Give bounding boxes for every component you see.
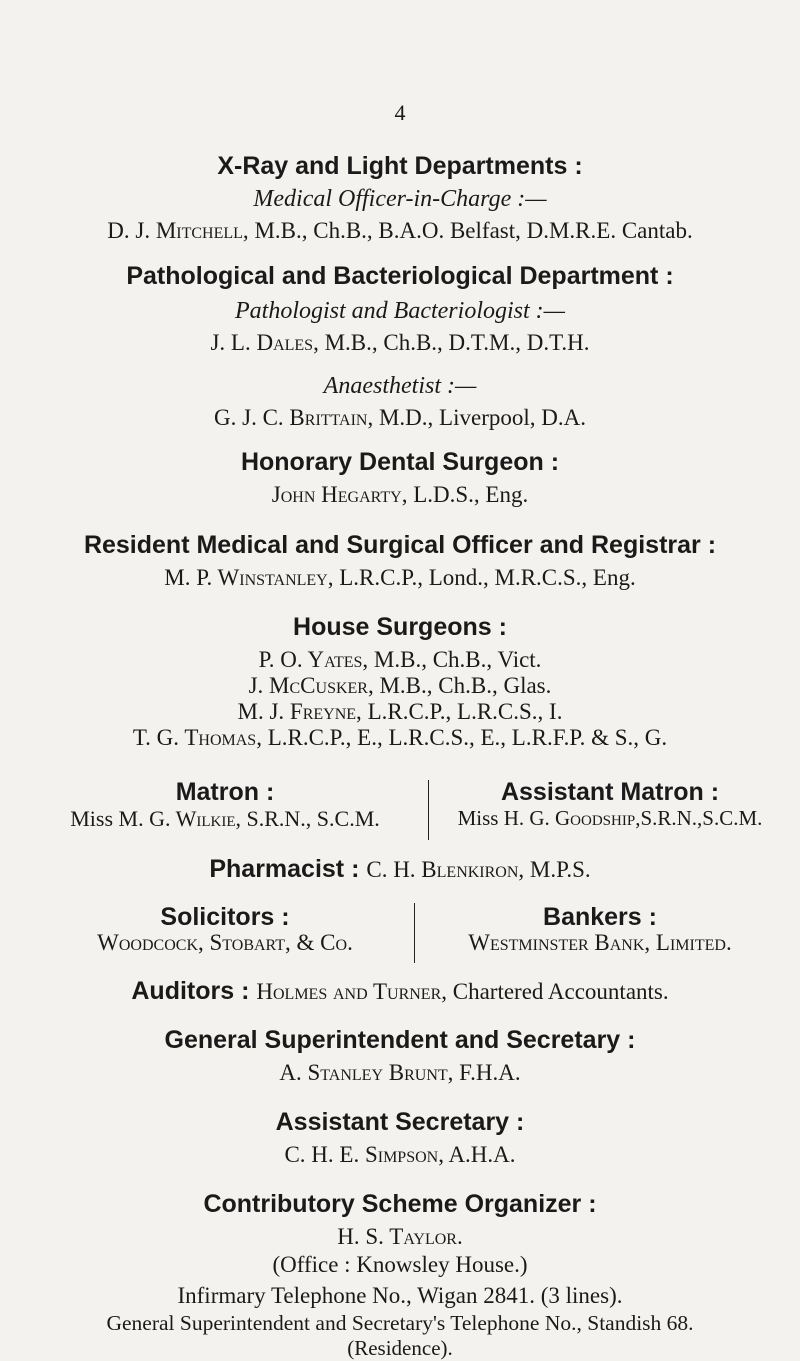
dental-surgeon-quals: L.D.S., Eng.	[407, 482, 529, 507]
matron-heading: Matron :	[175, 778, 275, 806]
dental-surgeon-name: John Hegarty,	[271, 482, 408, 507]
resident-heading: Resident Medical and Surgical Officer and Registrar :	[83, 531, 717, 559]
dental-surgeon	[0, 482, 800, 508]
resident-officer-name: M. P. Winstanley,	[164, 565, 334, 590]
bankers-name: Westminster Bank, Limited.	[468, 930, 732, 955]
solicitors-heading: Solicitors :	[160, 903, 290, 931]
xray-subheading: Medical Officer-in-Charge :—	[253, 186, 547, 212]
contributory-office: (Office : Knowsley House.)	[272, 1252, 528, 1277]
matron	[40, 806, 410, 832]
dental-heading: Honorary Dental Surgeon :	[240, 448, 560, 476]
infirmary-telephone: Infirmary Telephone No., Wigan 2841. (3 lines).	[177, 1283, 623, 1308]
superintendent-name: A. Stanley Brunt,	[279, 1060, 454, 1085]
contributory-name: H. S. Taylor.	[337, 1224, 463, 1249]
house-surgeon-name: P. O. Yates,	[258, 647, 369, 672]
bankers-heading: Bankers :	[543, 903, 657, 931]
auditors-name: Holmes and Turner,	[256, 979, 447, 1004]
matron-divider	[428, 780, 429, 840]
anaesthetist	[0, 405, 800, 431]
assistant-matron-quals: S.R.N.,S.C.M.	[640, 806, 763, 830]
pharmacist-quals: M.P.S.	[524, 857, 591, 882]
house-surgeon-name: J. McCusker,	[248, 673, 374, 698]
anaesthetist-subheading: Anaesthetist :—	[323, 373, 477, 399]
pathologist-name: J. L. Dales,	[210, 330, 319, 355]
auditors-label: Auditors :	[131, 977, 257, 1005]
house-surgeon-quals: M.B., Ch.B., Vict.	[368, 647, 542, 672]
matron-quals: S.R.N., S.C.M.	[240, 806, 380, 831]
pharmacist	[0, 855, 800, 884]
resident-officer-quals: L.R.C.P., Lond., M.R.C.S., Eng.	[333, 565, 636, 590]
pathology-subheading: Pathologist and Bacteriologist :—	[235, 298, 565, 324]
pharmacist-label: Pharmacist :	[209, 855, 367, 883]
solicitors-divider	[414, 903, 415, 963]
house-surgeon-quals: M.B., Ch.B., Glas.	[373, 673, 552, 698]
assistant-matron-prefix: Miss	[457, 806, 504, 830]
superintendent-quals: F.H.A.	[453, 1060, 521, 1085]
superintendent-telephone: General Superintendent and Secretary's Telephone No., Standish 68.	[106, 1311, 694, 1335]
resident-officer	[0, 565, 800, 591]
superintendent-heading: General Superintendent and Secretary :	[164, 1026, 636, 1054]
assistant-matron	[436, 806, 784, 831]
pathology-heading: Pathological and Bacteriological Department :	[126, 262, 674, 290]
xray-heading: X-Ray and Light Departments :	[217, 152, 583, 180]
pharmacist-name: C. H. Blenkiron,	[366, 857, 525, 882]
anaesthetist-name: G. J. C. Brittain,	[214, 405, 374, 430]
page-number: 4	[394, 100, 406, 125]
house-surgeon-quals: L.R.C.P., E., L.R.C.S., E., L.R.F.P. & S., G.	[261, 725, 668, 750]
auditors-rest: Chartered Accountants.	[447, 979, 669, 1004]
matron-prefix: Miss	[70, 806, 119, 831]
auditors	[0, 977, 800, 1006]
xray-officer-quals: M.B., Ch.B., B.A.O. Belfast, D.M.R.E. Cantab.	[248, 218, 693, 243]
house-surgeon-2	[0, 673, 800, 699]
house-surgeon-1	[0, 647, 800, 673]
residence-note: (Residence).	[347, 1336, 453, 1360]
assistant-secretary-name: C. H. E. Simpson,	[284, 1142, 444, 1167]
superintendent	[0, 1060, 800, 1086]
assistant-matron-heading: Assistant Matron :	[500, 778, 720, 806]
assistant-secretary-heading: Assistant Secretary :	[275, 1108, 525, 1136]
anaesthetist-quals: M.D., Liverpool, D.A.	[373, 405, 586, 430]
house-surgeon-name: M. J. Freyne,	[237, 699, 362, 724]
house-surgeon-4	[0, 725, 800, 751]
house-surgeon-name: T. G. Thomas,	[132, 725, 262, 750]
pathologist-quals: M.B., Ch.B., D.T.M., D.T.H.	[318, 330, 590, 355]
house-surgeon-3	[0, 699, 800, 725]
xray-officer-name: D. J. Mitchell,	[107, 218, 249, 243]
assistant-matron-name: H. G. Goodship,	[503, 806, 641, 830]
matron-name: M. G. Wilkie,	[118, 806, 241, 831]
house-surgeon-quals: L.R.C.P., L.R.C.S., I.	[361, 699, 563, 724]
assistant-secretary-quals: A.H.A.	[443, 1142, 516, 1167]
xray-officer	[0, 218, 800, 244]
assistant-secretary	[0, 1142, 800, 1168]
solicitors-name: Woodcock, Stobart, & Co.	[97, 930, 353, 955]
pathologist	[0, 330, 800, 356]
house-surgeons-heading: House Surgeons :	[293, 613, 507, 641]
contributory-heading: Contributory Scheme Organizer :	[203, 1190, 597, 1218]
